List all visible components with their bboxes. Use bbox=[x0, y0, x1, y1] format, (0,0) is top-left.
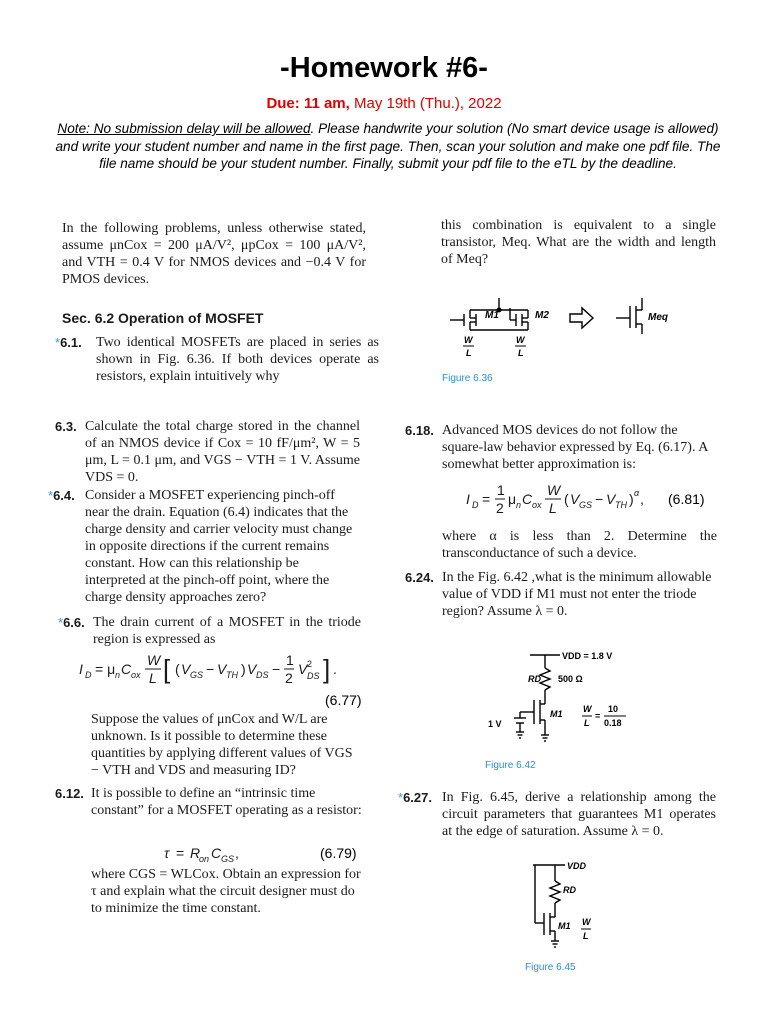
svg-text:2: 2 bbox=[496, 500, 504, 516]
problem-text: Calculate the total charge stored in the channel of an NMOS device if Cox = 10 fF/μm², W = 5 μm, L = 0.1 μm, and VGS − VTH = 1 V. Assume VDS = 0. bbox=[85, 419, 360, 485]
figure-caption: Figure 6.42 bbox=[485, 760, 536, 771]
eq-number: (6.79) bbox=[320, 845, 357, 861]
fig-label-l: L bbox=[583, 931, 589, 941]
fig-label-m1: M1 bbox=[485, 310, 499, 321]
intro-text: In the following problems, unless otherwise stated, assume μnCox = 200 μA/V², μpCox = 100 μA/V², and VTH = 0.4 V for NMOS devices and −0.4 V for PMOS devices. bbox=[62, 221, 366, 287]
svg-text:[: [ bbox=[163, 654, 171, 684]
equation-6-81 bbox=[462, 482, 717, 522]
svg-text:1: 1 bbox=[286, 652, 294, 668]
problem-num: 6.6. bbox=[63, 615, 85, 630]
fig-label-rd: RD bbox=[563, 885, 576, 895]
problem-text: It is possible to define an “intrinsic time constant” for a MOSFET operating as a resistor: bbox=[91, 786, 362, 818]
svg-text:V: V bbox=[247, 661, 257, 677]
fig-label-w: W bbox=[582, 917, 591, 927]
problem-text: Consider a MOSFET experiencing pinch-off near the drain. Equation (6.4) indicates that the charge density and carrier velocity must change in opposite directions if the current remains constant. How can this relationship be interpreted at the pinch-off point, where the charge density approaches zero? bbox=[85, 488, 353, 605]
svg-text:,: , bbox=[235, 845, 239, 861]
problem-6-27 bbox=[398, 789, 716, 861]
svg-text:V: V bbox=[298, 661, 308, 677]
problem-6-18-text2: where α is less than 2. Determine the transconductance of such a device. bbox=[442, 529, 717, 561]
svg-text:]: ] bbox=[323, 654, 331, 684]
page-title: -Homework #6- bbox=[280, 52, 488, 84]
fig-label-meq: Meq bbox=[648, 312, 668, 323]
problem-6-12-text2: where CGS = WLCox. Obtain an expression for τ and explain what the circuit designer must do to minimize the time constant. bbox=[91, 867, 361, 916]
svg-text:1: 1 bbox=[497, 482, 505, 498]
svg-text:C: C bbox=[121, 661, 132, 677]
svg-text:μ: μ bbox=[508, 491, 517, 507]
note-underlined: Note: No submission delay will be allowed bbox=[57, 121, 311, 136]
due-date bbox=[0, 95, 768, 112]
svg-text:.: . bbox=[333, 661, 337, 677]
svg-text:(: ( bbox=[175, 661, 180, 677]
svg-text:GS: GS bbox=[190, 670, 204, 680]
svg-text:ox: ox bbox=[131, 670, 141, 680]
star-mark: * bbox=[398, 790, 404, 805]
svg-text:): ) bbox=[629, 491, 634, 507]
figure-caption: Figure 6.45 bbox=[525, 962, 576, 973]
fig-label-m1: M1 bbox=[550, 709, 563, 719]
svg-text:W: W bbox=[147, 652, 161, 668]
problem-number bbox=[55, 334, 82, 351]
svg-text:2: 2 bbox=[285, 670, 293, 686]
problem-num: 6.24. bbox=[405, 570, 434, 585]
star-mark: * bbox=[48, 488, 54, 503]
problem-num: 6.4. bbox=[53, 488, 75, 503]
svg-text:L: L bbox=[149, 670, 157, 686]
problem-text: Two identical MOSFETs are placed in series as shown in Fig. 6.36. If both devices operate as resistors, explain intuitively why bbox=[96, 335, 379, 384]
problem-text: The drain current of a MOSFET in the triode region is expressed as bbox=[93, 615, 361, 647]
fig-label-l: L bbox=[584, 718, 590, 728]
svg-text:,: , bbox=[640, 491, 644, 507]
svg-text:2: 2 bbox=[307, 659, 313, 669]
svg-text:V: V bbox=[570, 491, 580, 507]
fig-label-l1: L bbox=[466, 348, 472, 358]
svg-text:C: C bbox=[522, 491, 533, 507]
svg-text:TH: TH bbox=[226, 670, 238, 680]
problem-6-3 bbox=[55, 418, 360, 486]
problem-number bbox=[48, 487, 75, 504]
problem-num: 6.12. bbox=[55, 786, 84, 801]
star-mark: * bbox=[58, 615, 64, 630]
fig-label-wl-num: 10 bbox=[608, 704, 619, 714]
svg-text:W: W bbox=[547, 482, 561, 498]
problem-6-1-continued: this combination is equivalent to a single transistor, Meq. What are the width and length of Meq? bbox=[441, 218, 716, 267]
svg-text:TH: TH bbox=[615, 500, 627, 510]
svg-text:=: = bbox=[176, 845, 185, 861]
fig-label-w2: W bbox=[516, 335, 525, 345]
svg-text:on: on bbox=[199, 854, 210, 864]
fig-label-vdd: VDD bbox=[567, 861, 587, 871]
svg-text:V: V bbox=[606, 491, 616, 507]
fig-label-rd: RD bbox=[528, 674, 541, 684]
svg-text:D: D bbox=[85, 670, 92, 680]
submission-note bbox=[48, 120, 728, 173]
problem-6-4 bbox=[48, 487, 360, 607]
problem-text: In Fig. 6.45, derive a relationship among the circuit parameters that guarantees M1 operates at the edge of saturation. Assume λ = 0. bbox=[442, 790, 716, 839]
svg-text:GS: GS bbox=[221, 854, 235, 864]
svg-text:=: = bbox=[595, 711, 601, 721]
svg-text:n: n bbox=[115, 670, 121, 680]
figure-6-45 bbox=[515, 855, 635, 980]
fig-label-l2: L bbox=[518, 348, 524, 358]
problem-6-6-text2: Suppose the values of μnCox and W/L are unknown. Is it possible to determine these quantities by applying different values of VGS − VTH and VDS and measuring ID? bbox=[91, 712, 353, 778]
problem-num: 6.18. bbox=[405, 423, 434, 438]
due-prefix: Due: 11 am, bbox=[266, 95, 350, 112]
svg-text:L: L bbox=[549, 500, 557, 516]
svg-text:V: V bbox=[217, 661, 227, 677]
problem-num: 6.27. bbox=[403, 790, 432, 805]
svg-text:GS: GS bbox=[579, 500, 593, 510]
fig-label-w1: W bbox=[464, 335, 473, 345]
svg-text:α: α bbox=[634, 488, 640, 498]
svg-text:R: R bbox=[190, 845, 201, 861]
section-heading: Sec. 6.2 Operation of MOSFET bbox=[62, 310, 264, 326]
problem-num: 6.3. bbox=[55, 419, 77, 434]
svg-text:DS: DS bbox=[256, 670, 269, 680]
problem-number bbox=[398, 789, 432, 806]
fig-label-m1: M1 bbox=[558, 921, 571, 931]
star-mark: * bbox=[55, 335, 61, 350]
svg-text:I: I bbox=[466, 491, 470, 507]
eq-number: (6.77) bbox=[325, 692, 362, 708]
svg-text:V: V bbox=[181, 661, 191, 677]
problem-text: In the Fig. 6.42 ,what is the minimum allowable value of VDD if M1 must not enter the triode region? Assume λ = 0. bbox=[442, 570, 712, 619]
svg-text:): ) bbox=[241, 661, 246, 677]
fig-label-w: W bbox=[583, 704, 592, 714]
problem-text: Advanced MOS devices do not follow the square-law behavior expressed by Eq. (6.17). A somewhat better approximation is: bbox=[442, 423, 708, 472]
fig-label-vdd: VDD = 1.8 V bbox=[562, 651, 613, 661]
intro-paragraph bbox=[62, 220, 366, 288]
svg-text:(: ( bbox=[564, 491, 569, 507]
note-rest: . Please handwrite your solution (No smart device usage is allowed) and write your student number and name in the first page. Then, scan your solution and make one pdf file. The file name should be your student number. Finally, submit your pdf file to the eTL by the deadline. bbox=[55, 121, 721, 171]
svg-text:DS: DS bbox=[307, 671, 320, 681]
problem-6-24 bbox=[405, 569, 717, 621]
problem-6-6 bbox=[58, 614, 363, 654]
equation-6-77 bbox=[75, 652, 365, 710]
problem-6-1 bbox=[55, 334, 377, 386]
figure-6-36 bbox=[430, 288, 720, 388]
svg-text:−: − bbox=[206, 661, 215, 677]
svg-text:τ: τ bbox=[164, 845, 170, 861]
svg-text:D: D bbox=[472, 500, 479, 510]
figure-6-42 bbox=[470, 640, 670, 775]
svg-text:−: − bbox=[595, 491, 604, 507]
eq-number: (6.81) bbox=[668, 491, 705, 507]
svg-text:ox: ox bbox=[532, 500, 542, 510]
problem-6-12 bbox=[55, 785, 363, 837]
figure-caption: Figure 6.36 bbox=[442, 373, 493, 384]
svg-text:n: n bbox=[516, 500, 522, 510]
svg-text:−: − bbox=[272, 661, 281, 677]
fig-label-m2: M2 bbox=[535, 310, 549, 321]
due-date-text: May 19th (Thu.), 2022 bbox=[349, 95, 502, 112]
fig-label-rval: 500 Ω bbox=[558, 674, 583, 684]
problem-6-18 bbox=[405, 422, 717, 474]
svg-text:I: I bbox=[79, 661, 83, 677]
svg-text:=: = bbox=[482, 491, 491, 507]
fig-label-vin: 1 V bbox=[488, 719, 502, 729]
fig-label-wl-den: 0.18 bbox=[604, 718, 622, 728]
svg-text:C: C bbox=[211, 845, 222, 861]
problem-num: 6.1. bbox=[60, 335, 82, 350]
equation-6-79 bbox=[160, 842, 370, 866]
svg-text:= μ: = μ bbox=[95, 661, 116, 677]
problem-number bbox=[58, 614, 85, 631]
